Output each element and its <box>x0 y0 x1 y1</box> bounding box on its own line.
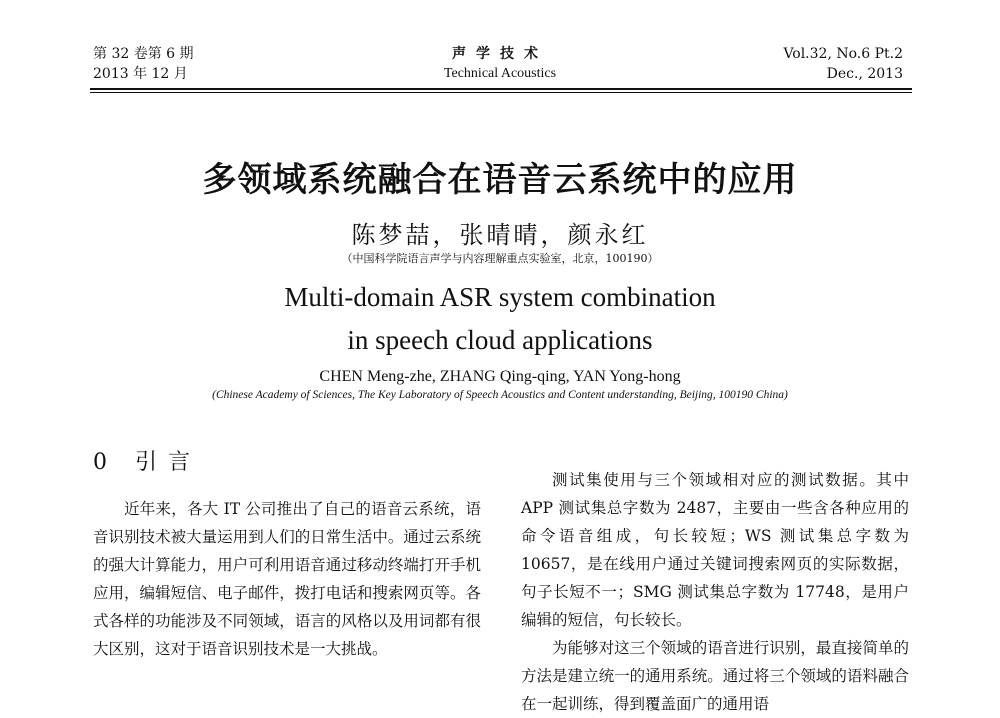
paper-title-en-line2: in speech cloud applications <box>347 325 653 355</box>
affiliation-en: (Chinese Academy of Sciences, The Key Laboratory of Speech Acoustics and Content understanding, Beijing, 100190 China) <box>212 389 788 401</box>
date-en: Dec., 2013 <box>826 66 903 82</box>
section-heading <box>93 445 192 476</box>
volume-issue-cn: 第 32 卷第 6 期 <box>93 46 194 62</box>
body-paragraph: 测试集使用与三个领域相对应的测试数据。其中 APP 测试集总字数为 2487，主要由一些含各种应用的命令语音组成，句长较短；WS 测试集总字数为 10657，是在线用户通过关键词搜索网页的实际数据，句子长短不一；SMG 测试集总字数为 17748，是用户编辑的短信，句长较长。 <box>521 471 909 629</box>
authors-cn: 陈梦喆，张晴晴，颜永红 <box>351 221 649 249</box>
body-paragraph: 近年来，各大 IT 公司推出了自己的语音云系统，语音识别技术被大量运用到人们的日常生活中。通过云系统的强大计算能力，用户可利用语音通过移动终端打开手机应用，编辑短信、电子邮件，拨打电话和搜索网页等。各式各样的功能涉及不同领域，语言的风格以及用词都有很大区别，这对于语音识别技术是一大挑战。 <box>93 500 481 658</box>
section-title: 引 言 <box>135 450 192 475</box>
body-column-right <box>521 466 909 718</box>
paper-title-en-line1: Multi-domain ASR system combination <box>284 282 716 312</box>
body-paragraph: 为能够对这三个领域的语音进行识别，最直接简单的方法是建立统一的通用系统。通过将三个领域的语料融合在一起训练，得到覆盖面广的通用语 <box>521 639 909 713</box>
journal-name-cn: 声学技术 <box>452 46 548 62</box>
journal-name-en: Technical Acoustics <box>443 66 557 81</box>
header-right <box>783 44 903 84</box>
body-column-left <box>93 495 481 663</box>
date-cn: 2013 年 12 月 <box>93 66 188 82</box>
header-rule-thin <box>90 92 912 93</box>
authors-en: CHEN Meng-zhe, ZHANG Qing-qing, YAN Yong-hong <box>319 368 681 385</box>
volume-issue-en: Vol.32, No.6 Pt.2 <box>783 46 903 62</box>
paper-title-cn: 多领域系统融合在语音云系统中的应用 <box>202 160 798 200</box>
affiliation-cn: （中国科学院语言声学与内容理解重点实验室，北京，100190） <box>341 252 659 265</box>
section-number: 0 <box>93 450 109 475</box>
header-rule-thick <box>90 88 912 90</box>
